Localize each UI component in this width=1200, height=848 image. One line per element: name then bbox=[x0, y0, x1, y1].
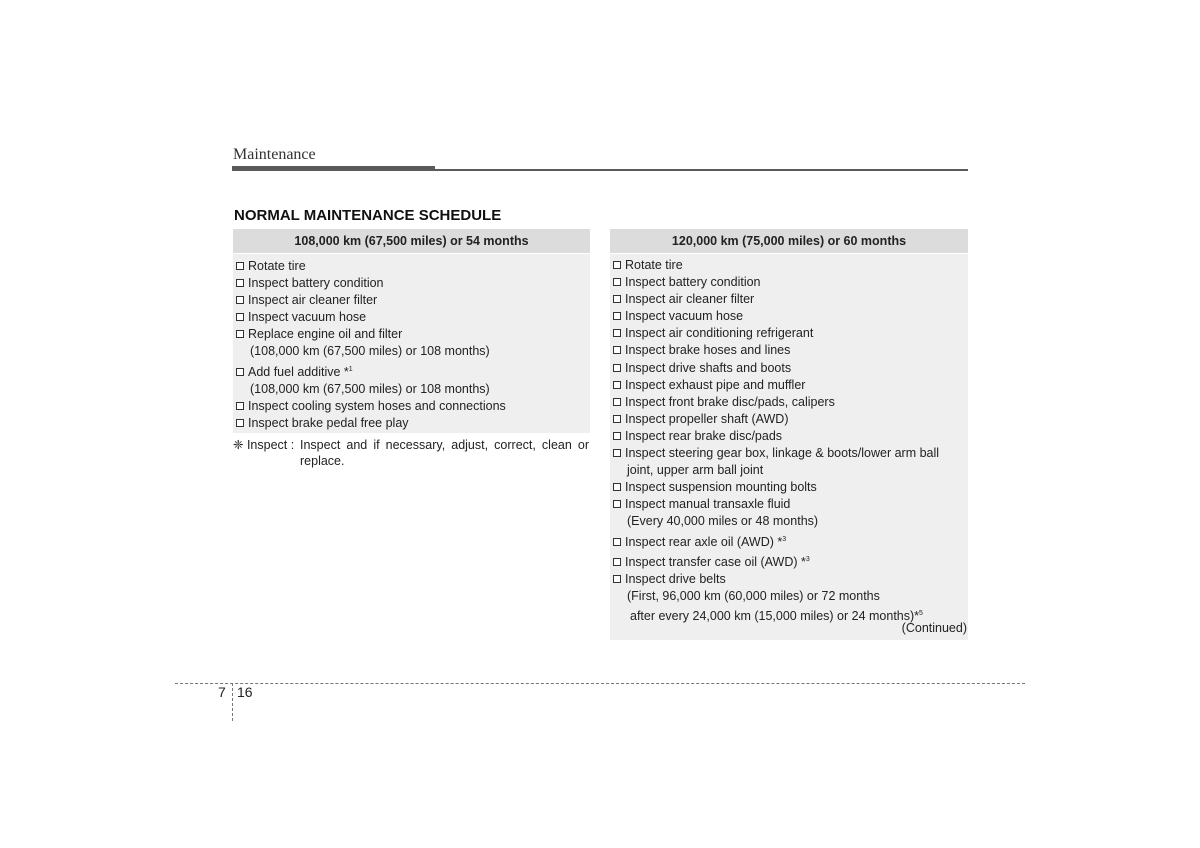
checkbox-icon bbox=[613, 575, 621, 583]
checkbox-icon bbox=[613, 381, 621, 389]
list-item-note: (First, 96,000 km (60,000 miles) or 72 months bbox=[627, 588, 880, 603]
footnote-label: ❈ Inspect : bbox=[233, 438, 295, 452]
list-item-note: (108,000 km (67,500 miles) or 108 months) bbox=[250, 344, 490, 359]
list-item: Inspect battery condition bbox=[613, 274, 939, 291]
list-item: Inspect manual transaxle fluid bbox=[613, 496, 939, 513]
footnote-ref: 1 bbox=[348, 365, 353, 373]
footnote-ref: 3 bbox=[782, 535, 787, 543]
checkbox-icon bbox=[613, 538, 621, 546]
chapter-number: 7 bbox=[218, 684, 226, 700]
list-item: Inspect brake hoses and lines bbox=[613, 342, 939, 359]
page-number-separator bbox=[232, 683, 233, 721]
page-number: 16 bbox=[237, 684, 253, 700]
list-item: Inspect suspension mounting bolts bbox=[613, 479, 939, 496]
list-item: Add fuel additive *$^1$ bbox=[236, 361, 506, 381]
footer-dashed-rule bbox=[175, 683, 1025, 684]
list-item: Inspect exhaust pipe and muffler bbox=[613, 377, 939, 394]
list-item-note: after every 24,000 km (15,000 miles) or 24 months)*$^5$ bbox=[630, 608, 923, 623]
checkbox-icon bbox=[613, 449, 621, 457]
checkbox-icon bbox=[613, 312, 621, 320]
checkbox-icon bbox=[613, 295, 621, 303]
list-item: Inspect air conditioning refrigerant bbox=[613, 325, 939, 342]
page-header-title: Maintenance bbox=[233, 146, 316, 163]
checkbox-icon bbox=[613, 278, 621, 286]
checkbox-icon bbox=[613, 364, 621, 372]
list-item: Inspect drive belts bbox=[613, 571, 939, 588]
list-item: Inspect vacuum hose bbox=[613, 308, 939, 325]
footnote-ref: 5 bbox=[919, 609, 923, 617]
checkbox-icon bbox=[613, 346, 621, 354]
list-item: Inspect steering gear box, linkage & boots/lower arm ball bbox=[613, 445, 939, 462]
left-column-heading: 108,000 km (67,500 miles) or 54 months bbox=[233, 229, 590, 253]
list-item: Inspect front brake disc/pads, calipers bbox=[613, 394, 939, 411]
checkbox-icon bbox=[613, 558, 621, 566]
checkbox-icon bbox=[613, 483, 621, 491]
right-maintenance-list bbox=[613, 257, 939, 625]
list-item: Inspect drive shafts and boots bbox=[613, 360, 939, 377]
list-item-note: (Every 40,000 miles or 48 months) bbox=[627, 514, 819, 529]
list-item: Rotate tire bbox=[236, 258, 506, 275]
list-item-continuation: joint, upper arm ball joint bbox=[627, 463, 764, 478]
checkbox-icon bbox=[236, 368, 244, 376]
checkbox-icon bbox=[236, 419, 244, 427]
list-item: Inspect air cleaner filter bbox=[613, 291, 939, 308]
list-item: Inspect propeller shaft (AWD) bbox=[613, 411, 939, 428]
checkbox-icon bbox=[613, 398, 621, 406]
checkbox-icon bbox=[613, 415, 621, 423]
left-maintenance-list bbox=[236, 258, 506, 432]
section-title: NORMAL MAINTENANCE SCHEDULE bbox=[234, 207, 502, 224]
checkbox-icon bbox=[236, 330, 244, 338]
header-rule-thin bbox=[435, 169, 968, 171]
list-item: Inspect rear brake disc/pads bbox=[613, 428, 939, 445]
footnote-text: Inspect and if necessary, adjust, correct, clean or replace. bbox=[300, 438, 589, 468]
checkbox-icon bbox=[236, 313, 244, 321]
list-item: Replace engine oil and filter bbox=[236, 326, 506, 343]
checkbox-icon bbox=[236, 296, 244, 304]
checkbox-icon bbox=[613, 329, 621, 337]
checkbox-icon bbox=[236, 279, 244, 287]
footnote-ref: 3 bbox=[805, 555, 810, 563]
list-item: Inspect transfer case oil (AWD) *$^3$ bbox=[613, 551, 939, 571]
list-item: Inspect vacuum hose bbox=[236, 309, 506, 326]
list-item: Inspect air cleaner filter bbox=[236, 292, 506, 309]
checkbox-icon bbox=[236, 262, 244, 270]
list-item: Inspect cooling system hoses and connections bbox=[236, 398, 506, 415]
header-rule-thick bbox=[232, 166, 435, 171]
right-column-heading: 120,000 km (75,000 miles) or 60 months bbox=[610, 229, 968, 253]
list-item-note: (108,000 km (67,500 miles) or 108 months) bbox=[250, 381, 490, 396]
list-item: Inspect brake pedal free play bbox=[236, 415, 506, 432]
checkbox-icon bbox=[613, 432, 621, 440]
checkbox-icon bbox=[613, 500, 621, 508]
checkbox-icon bbox=[613, 261, 621, 269]
list-item: Rotate tire bbox=[613, 257, 939, 274]
list-item: Inspect battery condition bbox=[236, 275, 506, 292]
list-item: Inspect rear axle oil (AWD) *$^3$ bbox=[613, 531, 939, 551]
checkbox-icon bbox=[236, 402, 244, 410]
continued-label: (Continued) bbox=[901, 621, 967, 635]
